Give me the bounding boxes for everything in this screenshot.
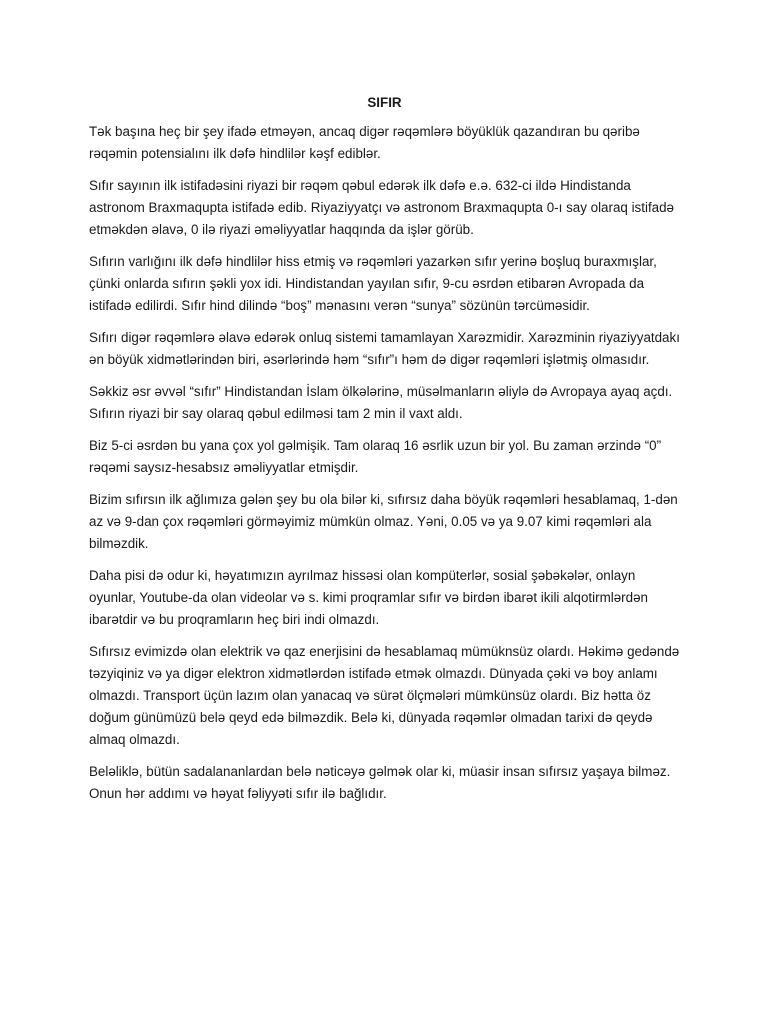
paragraph-10: Beləliklə, bütün sadalananlardan belə nəticəyə gəlmək olar ki, müasir insan sıfırsız yaşaya bilməz. Onun hər addımı və həyat fəliyyəti sıfır ilə bağlıdır. (89, 764, 671, 801)
paragraph-4: Sıfırı digər rəqəmlərə əlavə edərək onluq sistemi tamamlayan Xarəzmidir. Xarəzminin riyaziyyatdakı ən böyük xidmətlərindən biri, əsərlərində həm “sıfır”ı həm də digər rəqəmləri işlətmiş olmasıdır. (89, 330, 680, 367)
paragraph-6: Biz 5-ci əsrdən bu yana çox yol gəlmişik. Tam olaraq 16 əsrlik uzun bir yol. Bu zaman ərzində “0” rəqəmi saysız-hesabsız əməliyyatlar etmişdir. (89, 438, 662, 475)
paragraph-3: Sıfırın varlığını ilk dəfə hindlilər hiss etmiş və rəqəmləri yazarkən sıfır yerinə boşluq buraxmışlar, çünki onlarda sıfırın şəkli yox idi. Hindistandan yayılan sıfır, 9-cu əsrdən etibarən Avropada da istifadə edilirdi. Sıfır hind dilində “boş” mənasını verən “sunya” sözünün tərcüməsidir. (89, 254, 657, 313)
paragraph-1: Tək başına heç bir şey ifadə etməyən, ancaq digər rəqəmlərə böyüklük qazandıran bu qəribə rəqəmin potensialını ilk dəfə hindlilər kəşf ediblər. (89, 124, 640, 161)
document-title: SIFIR (367, 95, 402, 110)
paragraph-9: Sıfırsız evimizdə olan elektrik və qaz enerjisini də hesablamaq mümüknsüz olardı. Həkimə gedəndə təzyiqiniz və ya digər elektron xidmətlərdən istifadə etmək olmazdı. Dünyada çəki və boy anlamı olmazdı. Transport üçün lazım olan yanacaq və sürət ölçmələri mümkünsüz olardı. Biz hətta öz doğum günümüzü belə qeyd edə bilməzdik. Belə ki, dünyada rəqəmlər olmadan tarixi də qeydə almaq olmazdı. (89, 644, 680, 747)
paragraph-2: Sıfır sayının ilk istifadəsini riyazi bir rəqəm qəbul edərək ilk dəfə e.ə. 632-ci ildə Hindistanda astronom Braxmaqupta istifadə edib. Riyaziyyatçı və astronom Braxmaqupta 0-ı say olaraq istifadə etməkdən əlavə, 0 ilə riyazi əməliyyatlar haqqında da işlər görüb. (89, 178, 675, 237)
paragraph-8: Daha pisi də odur ki, həyatımızın ayrılmaz hissəsi olan kompüterlər, sosial şəbəkələr, onlayn oyunlar, Youtube-da olan videolar və s. kimi proqramlar sıfır və birdən ibarət ikili alqotirmlərdən ibarətdir və bu proqramların heç biri indi olmazdı. (89, 568, 648, 627)
paragraph-7: Bizim sıfırsın ilk ağlımıza gələn şey bu ola bilər ki, sıfırsız daha böyük rəqəmləri hesablamaq, 1-dən az və 9-dan çox rəqəmləri görməyimiz mümkün olmaz. Yəni, 0.05 və ya 9.07 kimi rəqəmləri ala bilməzdik. (89, 492, 678, 551)
paragraph-5: Səkkiz əsr əvvəl “sıfır” Hindistandan İslam ölkələrinə, müsəlmanların əliylə də Avropaya ayaq açdı. Sıfırın riyazi bir say olaraq qəbul edilməsi tam 2 min il vaxt aldı. (89, 384, 673, 421)
